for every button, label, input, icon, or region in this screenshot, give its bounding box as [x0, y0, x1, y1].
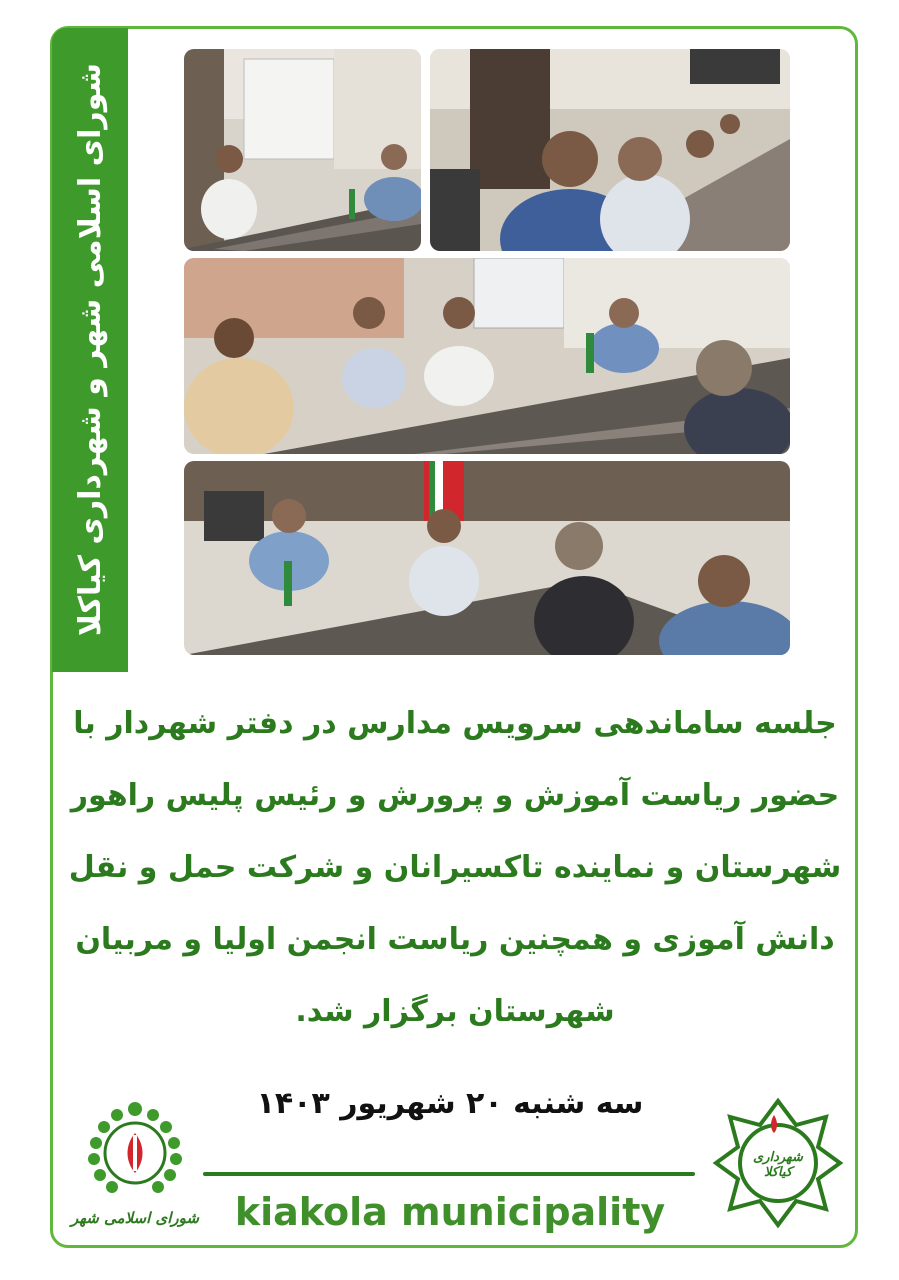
headline-line: حضور ریاست آموزش و پرورش و رئیس پلیس راهور [70, 778, 840, 813]
municipality-logo-caption: شهرداری کیاکلا [753, 1150, 803, 1180]
headline-line: شهرستان و نماینده تاکسیرانان و شرکت حمل و نقل [68, 850, 842, 885]
headline-line: شهرستان برگزار شد. [295, 994, 615, 1029]
footer-divider [203, 1172, 695, 1176]
side-band [52, 28, 128, 672]
meeting-photo-3 [184, 258, 790, 454]
meeting-photo-4 [184, 461, 790, 655]
council-emblem-icon [70, 1095, 200, 1210]
headline-line: دانش آموزی و همچنین ریاست انجمن اولیا و مربیان [75, 922, 835, 957]
municipality-logo [710, 1095, 846, 1231]
headline-line: جلسه ساماندهی سرویس مدارس در دفتر شهردار با [73, 706, 837, 741]
meeting-photo-2 [430, 49, 790, 251]
event-date: سه شنبه ۲۰ شهریور ۱۴۰۳ [256, 1086, 644, 1121]
meeting-photo-1 [184, 49, 421, 251]
side-band-title: شورای اسلامی شهر و شهرداری کیاکلا [72, 63, 108, 637]
footer-title: kiakola municipality [234, 1190, 666, 1234]
news-headline [60, 688, 850, 1048]
city-council-logo [70, 1095, 200, 1235]
council-logo-caption: شورای اسلامی شهر [71, 1209, 199, 1227]
